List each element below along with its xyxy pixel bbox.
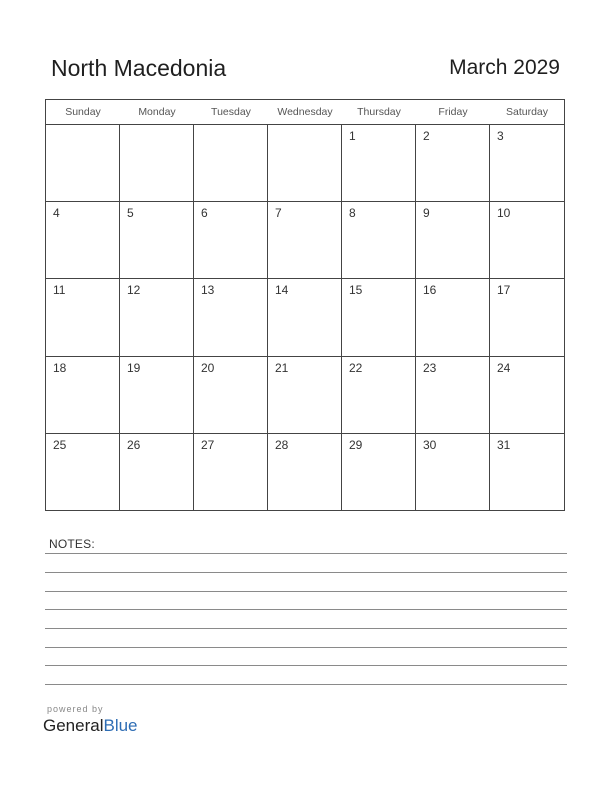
day-cell: 11 <box>46 279 120 356</box>
day-cell: 20 <box>194 357 268 434</box>
day-cell: 1 <box>342 125 416 202</box>
day-cell: 23 <box>416 357 490 434</box>
weekday-label: Monday <box>138 106 176 118</box>
day-cell: 17 <box>490 279 564 356</box>
day-cell: 19 <box>120 357 194 434</box>
day-cell: 4 <box>46 202 120 279</box>
day-cell: 28 <box>268 434 342 511</box>
day-cell: 21 <box>268 357 342 434</box>
day-cell: 9 <box>416 202 490 279</box>
note-line <box>45 628 567 629</box>
day-cell <box>268 125 342 202</box>
weekday-header <box>46 100 564 125</box>
weekday-label: Saturday <box>505 106 549 118</box>
day-cell: 13 <box>194 279 268 356</box>
day-cell <box>120 125 194 202</box>
page-title: North Macedonia <box>51 55 227 81</box>
day-cell: 22 <box>342 357 416 434</box>
day-cell: 8 <box>342 202 416 279</box>
day-cell: 14 <box>268 279 342 356</box>
day-cell: 5 <box>120 202 194 279</box>
weekday-label: Sunday <box>65 106 101 118</box>
day-cell: 15 <box>342 279 416 356</box>
weekday-label: Wednesday <box>277 106 333 118</box>
note-line <box>45 647 567 648</box>
day-cell: 6 <box>194 202 268 279</box>
brand-blue: Blue <box>103 716 138 735</box>
notes-label: NOTES: <box>49 537 95 551</box>
note-line <box>45 553 567 554</box>
day-cell: 18 <box>46 357 120 434</box>
calendar-grid <box>45 99 565 511</box>
brand-logo <box>43 716 138 736</box>
weekday-label: Friday <box>438 106 468 118</box>
day-cell: 25 <box>46 434 120 511</box>
day-cell: 10 <box>490 202 564 279</box>
day-cell: 30 <box>416 434 490 511</box>
note-line <box>45 572 567 573</box>
day-cell <box>194 125 268 202</box>
powered-by-text: powered by <box>47 704 104 714</box>
weeks-grid <box>46 125 564 511</box>
note-line <box>45 591 567 592</box>
day-cell: 16 <box>416 279 490 356</box>
day-cell: 27 <box>194 434 268 511</box>
day-cell: 31 <box>497 437 511 452</box>
day-cell: 24 <box>490 357 564 434</box>
day-cell: 7 <box>268 202 342 279</box>
day-cell: 3 <box>490 125 564 202</box>
weekday-label: Thursday <box>357 106 401 118</box>
note-line <box>45 665 567 666</box>
day-cell: 12 <box>120 279 194 356</box>
month-title: March 2029 <box>449 56 560 79</box>
weekday-label: Tuesday <box>211 106 251 118</box>
day-cell <box>46 125 120 202</box>
brand-general: General <box>43 716 104 735</box>
day-cell: 29 <box>342 434 416 511</box>
note-line <box>45 609 567 610</box>
day-cell: 2 <box>416 125 490 202</box>
day-cell: 26 <box>120 434 194 511</box>
note-line <box>45 684 567 685</box>
